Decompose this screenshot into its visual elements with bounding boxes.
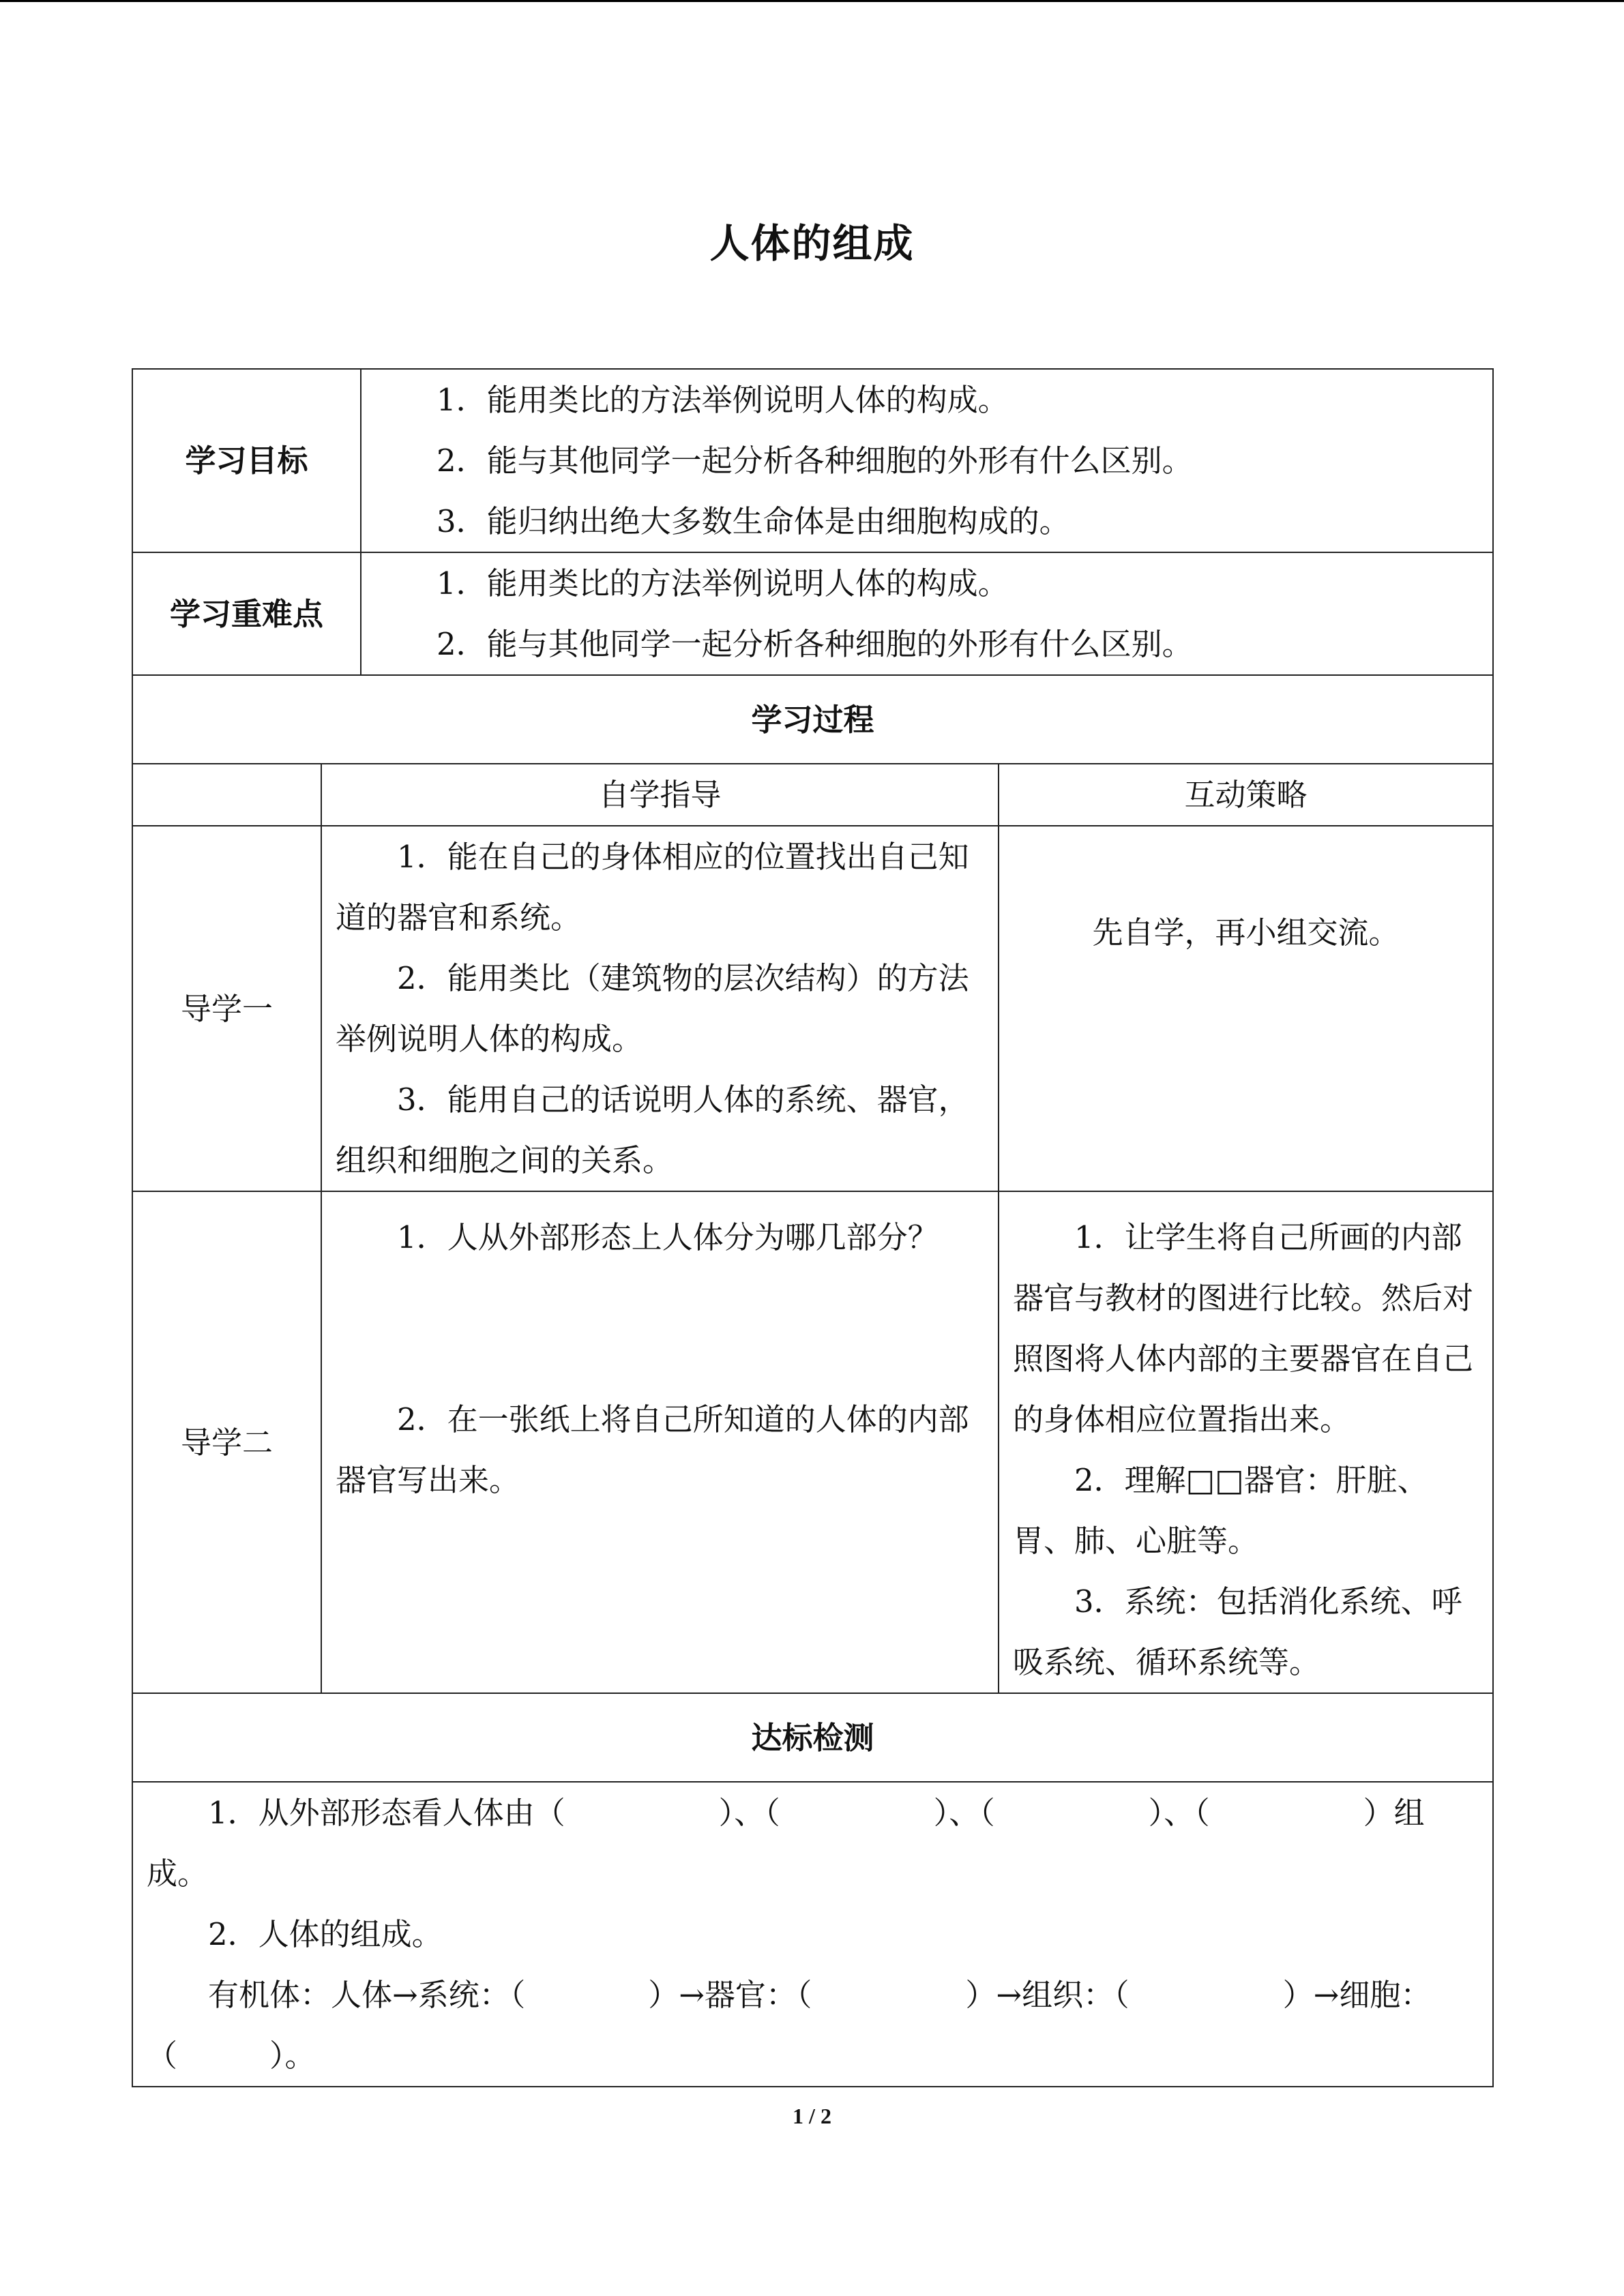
guide-item: 1．能在自己的身体相应的位置找出自己知道的器官和系统。 — [336, 839, 969, 936]
top-border-line — [0, 0, 1624, 2]
strategy-text: 先自学，再小组交流。 — [1092, 914, 1400, 951]
lesson-plan-table — [132, 368, 1494, 2087]
check-question-2-detail: 有机体：人体→系统：（ ）→器官：（ ）→组织：（ ）→细胞：（ ）。 — [147, 1977, 1432, 2074]
check-question-2: 2．人体的组成。 — [208, 1916, 443, 1952]
strategy-item: 3．系统：包括消化系统、呼吸系统、循环系统等。 — [1013, 1583, 1462, 1680]
process-column-header-row — [132, 764, 1493, 826]
document-title: 人体的组成 — [709, 220, 915, 267]
strategy-item: 2．理解□□器官：肝脏、胃、肺、心脏等。 — [1013, 1462, 1428, 1559]
page-number: 1 / 2 — [793, 2104, 831, 2128]
guide-column-header: 自学指导 — [321, 764, 999, 826]
key-points-row — [132, 552, 1493, 675]
objective-item: 3．能归纳出绝大多数生命体是由细胞构成的。 — [437, 503, 1070, 539]
section2-label: 导学二 — [132, 1191, 321, 1693]
objectives-row — [132, 369, 1493, 552]
section1-guide — [321, 826, 999, 1191]
check-header-row — [132, 1693, 1493, 1782]
objective-item: 2．能与其他同学一起分析各种细胞的外形有什么区别。 — [437, 443, 1193, 479]
section2-guide — [321, 1191, 999, 1693]
section2-row — [132, 1191, 1493, 1693]
process-header-row — [132, 675, 1493, 764]
process-title: 学习过程 — [132, 675, 1493, 764]
check-content-row — [132, 1782, 1493, 2087]
guide-item: 2．能用类比（建筑物的层次结构）的方法举例说明人体的构成。 — [336, 960, 969, 1057]
section1-row — [132, 826, 1493, 1191]
objectives-label: 学习目标 — [132, 369, 361, 552]
guide-item: 2．在一张纸上将自己所知道的人体的内部器官写出来。 — [336, 1401, 969, 1498]
empty-header-cell — [132, 764, 321, 826]
spacer — [336, 1268, 983, 1389]
section1-label: 导学一 — [132, 826, 321, 1191]
check-content — [132, 1782, 1493, 2087]
objective-item: 1．能用类比的方法举例说明人体的构成。 — [437, 382, 1009, 418]
key-point-item: 1．能用类比的方法举例说明人体的构成。 — [437, 565, 1009, 601]
check-question-1: 1．从外部形态看人体由（ ）、（ ）、（ ）、（ ）组成。 — [147, 1795, 1425, 1892]
key-point-item: 2．能与其他同学一起分析各种细胞的外形有什么区别。 — [437, 626, 1193, 662]
key-points-label: 学习重难点 — [132, 552, 361, 675]
guide-item: 1．人从外部形态上人体分为哪几部分？ — [397, 1219, 939, 1255]
strategy-column-header: 互动策略 — [999, 764, 1493, 826]
key-points-list — [361, 552, 1493, 675]
check-title: 达标检测 — [132, 1693, 1493, 1782]
section2-strategy — [999, 1191, 1493, 1693]
guide-item: 3．能用自己的话说明人体的系统、器官，组织和细胞之间的关系。 — [336, 1082, 969, 1178]
objectives-list — [361, 369, 1493, 552]
strategy-item: 1．让学生将自己所画的内部器官与教材的图进行比较。然后对照图将人体内部的主要器官在自己的身体相应位置指出来。 — [1013, 1219, 1474, 1437]
section1-strategy — [999, 826, 1493, 1191]
